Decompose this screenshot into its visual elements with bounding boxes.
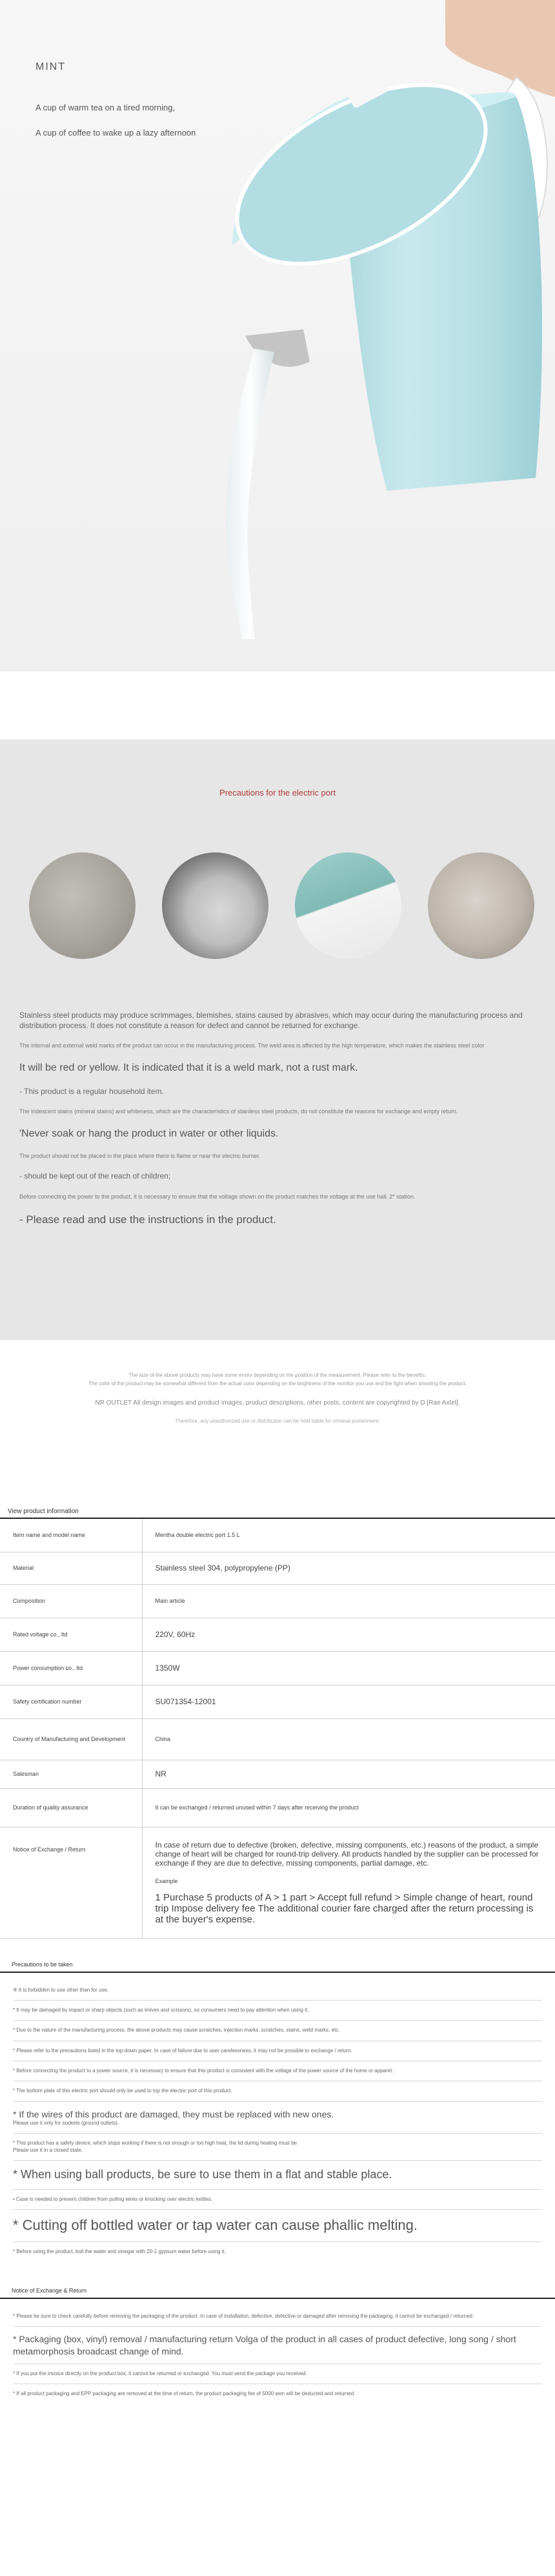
table-row [0,1788,555,1827]
precautions-section [0,739,555,1340]
row-key: Notice of Exchange / Return [0,1827,142,1871]
row-value: 1 Purchase 5 products of A > 1 part > Accept full refund > Simple change of heart, round trip Impose delivery fee The additional courier fare charged after the return processing is at the buyer's expense. [142,1888,555,1939]
row-value: Mentha double electric port 1.5 L [142,1518,555,1552]
product-info-heading: View product information [8,1508,79,1515]
cautions-list [0,1972,555,2262]
detail-photo-stain [428,852,534,959]
table-row [0,1685,555,1718]
note-size: The size of the above products may have some errors depending on the position of the measurement. Please refer to the benefits. [128,1372,427,1378]
row-key: Salesman [0,1760,142,1788]
caution-item: Please use it in a closed state. [13,2147,83,2153]
row-value: It can be exchanged / returned unused within 7 days after receiving the product [142,1788,555,1827]
table-row [0,1552,555,1584]
precaution-item: It will be red or yellow. It is indicated that it is a weld mark, not a rust mark. [19,1062,358,1073]
caution-item: • Case is needed to prevent children from pulling wires or knocking over electric kettles. [13,2190,542,2210]
precaution-item: - should be kept out of the reach of children; [19,1171,171,1181]
exchange-item: * If all product packaging and EPP packaging are removed at the time of return, the product packaging fee of 5000 won will be deducted and returned. [13,2391,356,2397]
exchange-heading: Notice of Exchange & Return [12,2287,87,2294]
table-row [0,1827,555,1871]
caution-item-group [13,2102,542,2134]
precaution-item: The iridescent stains (mineral stains) and whiteness, which are the characteristics of stainless steel products, do not constitute the reasons for exchange and empty return. [19,1108,458,1115]
caution-item: * When using ball products, be sure to use them in a flat and stable place. [13,2161,542,2189]
exchange-item: * Please be sure to check carefully before removing the packaging of the product. In case of installation, defective, defective or damaged after removing the packaging, it cannot be exchanged / returned. [13,2307,542,2327]
table-row [0,1871,555,1888]
table-row [0,1651,555,1685]
precautions-title: Precautions for the electric port [219,788,336,798]
warning-note: Therefore, any unauthorized use or distribution can be held liable for criminal punishment. [175,1418,380,1424]
row-key: Item name and model name [0,1518,142,1552]
exchange-item: * If you put the invoice directly on the product box, it cannot be returned or exchanged. You must send the package you received. [13,2364,542,2384]
row-key [0,1871,142,1888]
row-value: NR [142,1760,555,1788]
row-value: Example [155,1877,178,1884]
table-row [0,1760,555,1788]
cautions-section [0,1939,555,2262]
precaution-item: Stainless steel products may produce scrimmages, blemishes, stains caused by abrasives, which may occur during the manufacturing process and distribution process. It does not constitute a reason for defect and cannot be returned for exchange. [19,1011,523,1030]
notes-section [0,1340,555,1508]
row-value: 220V, 60Hz [142,1618,555,1651]
precaution-item: Before connecting the power to the product, it is necessary to ensure that the voltage shown on the product matches the voltage at the use hall. 2* station. [19,1193,416,1200]
exchange-section [0,2262,555,2430]
table-row [0,1718,555,1760]
row-value: Stainless steel 304, polypropylene (PP) [142,1552,555,1584]
caution-item: ※ It is forbidden to use other than for use. [13,1981,542,2001]
product-info-section [0,1508,555,1939]
caution-item: * This product has a safety device, which stops working if there is not enough or too high heat, the lid during heating must be [13,2140,298,2147]
caution-item-group [13,2134,542,2161]
caution-item: * Before connecting the product to a power source, it is necessary to ensure that this product is consistent with the voltage of the power source of the home or apparel. [13,2061,542,2081]
detail-photos [29,852,526,962]
row-key: Composition [0,1584,142,1618]
exchange-item: * Packaging (box, vinyl) removal / manufacturing return Volga of the product in all cases of product defective, long song / short metamorphosis broadcast change of mind. [13,2327,542,2364]
caution-item: * Cutting off bottled water or tap water can cause phallic melting. [13,2210,542,2242]
detail-photo-scratch [29,852,136,959]
detail-photo-inner [162,852,268,959]
precaution-item: - Please read and use the instructions in the product. [19,1213,276,1226]
caution-item: Please use it only for sockets (ground outlets). [13,2120,119,2127]
caution-item: * It may be damaged by impact or sharp objects (such as knives and scissors), so consumers need to pay attention when using it. [13,2001,542,2021]
table-row [0,1584,555,1618]
hero-section [0,0,555,672]
tagline-1: A cup of warm tea on a tired morning, [35,103,176,112]
cautions-heading: Precautions to be taken [12,1961,73,1968]
row-value: In case of return due to defective (broken, defective, missing components, etc.) reasons of the product, a simple change of heart will be charged for round-trip delivery. All products handled by the supplier can be processed for exchange if they are due to defective, missing components, partial damage, etc. [155,1840,539,1868]
caution-item: * Please refer to the precautions listed in the top-down paper. In case of failure due to user carelessness, it may not be possible to exchange / return. [13,2041,542,2061]
precautions-list [19,1011,536,1239]
precaution-item: The internal and external weld marks of the product can occur in the manufacturing process. The weld area is affected by the high temperature, which makes the stainless steel color [19,1042,485,1049]
row-value: SU071354-12001 [142,1685,555,1718]
row-key: Duration of quality assurance [0,1788,142,1827]
caution-item: * If the wires of this product are damaged, they must be replaced with new ones. [13,2108,334,2119]
precaution-item: - This product is a regular household item. [19,1086,164,1096]
exchange-list [0,2298,555,2430]
hero-text [35,61,196,153]
precaution-item: 'Never soak or hang the product in water or other liquids. [19,1128,279,1139]
copyright-note: NR OUTLET All design images and product images, product descriptions, other posts, content are copyrighted by D [Rae Axtel]. [95,1399,460,1406]
caution-item: * The bottom plate of this electric port should only be used to top the electric port of this product. [13,2081,542,2101]
arm [445,0,555,97]
row-value: Main article [142,1584,555,1618]
precaution-item: The product should not be placed in the place where there is flame or near the electric burner. [19,1152,261,1159]
row-key: Rated voltage co., ltd [0,1618,142,1651]
caution-item: * Before using the product, boil the water and vinegar with 20-1 gypsum water before using it. [13,2248,226,2254]
row-key: Power consumption co., ltd [0,1651,142,1685]
row-value: China [142,1718,555,1760]
note-color: The color of the product may be somewhat different from the actual color depending on the brightness of the monitor you use and the light when shooting the product. [88,1381,467,1386]
table-row [0,1518,555,1552]
caution-item: * Due to the nature of the manufacturing process, the above products may cause scratches, injection marks, scratches, stains, weld marks, etc. [13,2021,542,2041]
product-info-table [0,1518,555,1939]
row-key [0,1888,142,1939]
row-key: Material [0,1552,142,1584]
detail-photo-base [295,852,401,959]
table-row [0,1888,555,1939]
water-stream [226,349,274,639]
brand-name: MINT [35,61,66,72]
row-value: 1350W [142,1651,555,1685]
tagline-2: A cup of coffee to wake up a lazy afternoon [35,128,196,138]
row-key: Safety certification number [0,1685,142,1718]
table-row [0,1618,555,1651]
row-key: Country of Manufacturing and Development [0,1718,142,1760]
